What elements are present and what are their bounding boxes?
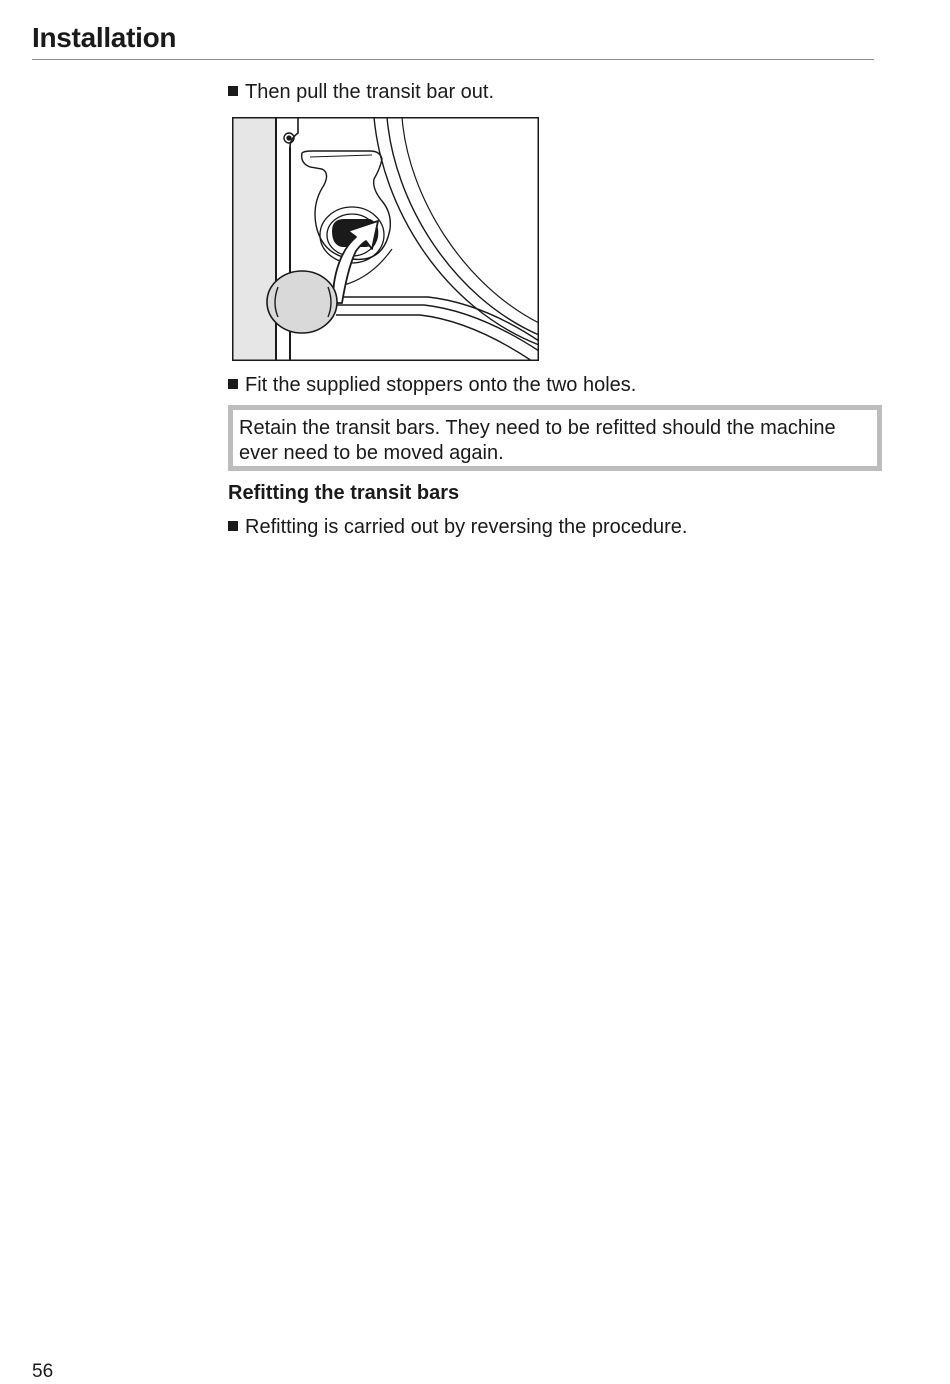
stopper-icon: [267, 271, 337, 333]
step-text: Refitting is carried out by reversing the procedure.: [245, 516, 688, 538]
title-divider: [32, 59, 874, 60]
side-panel: [232, 117, 276, 361]
section-title: Installation: [32, 22, 177, 53]
step-text: Fit the supplied stoppers onto the two holes.: [245, 374, 637, 396]
refitting-heading: Refitting the transit bars: [228, 482, 460, 504]
illustration-svg: [232, 117, 539, 361]
square-bullet-icon: [228, 521, 238, 531]
step-text: Then pull the transit bar out.: [245, 81, 495, 103]
square-bullet-icon: [228, 379, 238, 389]
step-pull-transit-bar: [228, 79, 494, 105]
page-number: 56: [32, 1361, 54, 1382]
transit-bar-illustration: [232, 117, 539, 361]
step-refitting: [228, 514, 687, 540]
note-box: [228, 405, 882, 471]
note-text: Retain the transit bars. They need to be refitted should the machine ever need to be moved again.: [239, 417, 836, 464]
step-fit-stoppers: [228, 372, 636, 398]
square-bullet-icon: [228, 86, 238, 96]
